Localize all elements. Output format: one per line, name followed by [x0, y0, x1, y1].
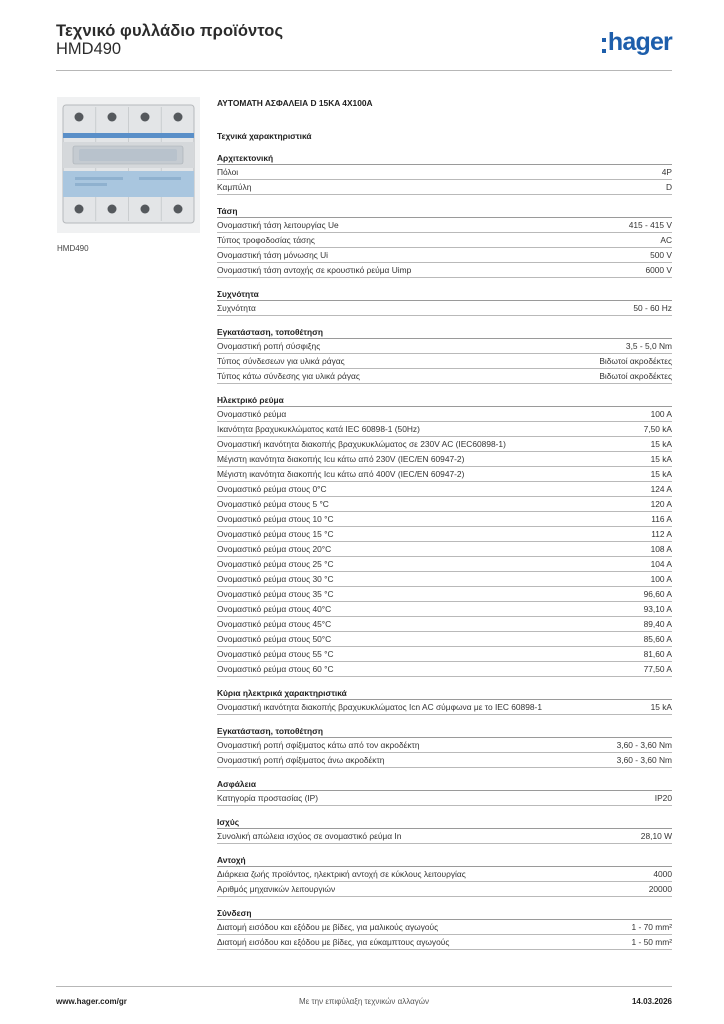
- hager-logo: [602, 29, 672, 55]
- spec-row: [217, 882, 672, 897]
- spec-group: [217, 205, 672, 278]
- spec-value: 1 - 70 mm²: [631, 922, 672, 932]
- document-title: Τεχνικό φυλλάδιο προϊόντος: [56, 22, 284, 40]
- spec-row: [217, 218, 672, 233]
- spec-group: [217, 854, 672, 897]
- spec-groups: [217, 152, 672, 950]
- spec-value: 3,60 - 3,60 Nm: [616, 755, 672, 765]
- spec-row: [217, 339, 672, 354]
- spec-label: Μέγιστη ικανότητα διακοπής Icu κάτω από 230V (IEC/EN 60947-2): [217, 454, 465, 464]
- spec-value: 112 A: [651, 529, 672, 539]
- spec-row: [217, 647, 672, 662]
- spec-label: Ονομαστική τάση μόνωσης Ui: [217, 250, 329, 260]
- section-heading: Τεχνικά χαρακτηριστικά: [217, 131, 312, 141]
- spec-row: [217, 512, 672, 527]
- spec-group-title: Εγκατάσταση, τοποθέτηση: [217, 725, 672, 738]
- page-footer: [56, 986, 672, 1011]
- spec-value: 108 A: [650, 544, 672, 554]
- spec-label: Συχνότητα: [217, 303, 256, 313]
- spec-row: [217, 354, 672, 369]
- spec-group: [217, 687, 672, 715]
- spec-row: [217, 617, 672, 632]
- spec-value: 77,50 A: [643, 664, 672, 674]
- spec-label: Συνολική απώλεια ισχύος σε ονομαστικό ρεύμα In: [217, 831, 402, 841]
- spec-row: [217, 753, 672, 768]
- spec-row: [217, 572, 672, 587]
- spec-row: [217, 527, 672, 542]
- spec-row: [217, 738, 672, 753]
- spec-label: Μέγιστη ικανότητα διακοπής Icu κάτω από 400V (IEC/EN 60947-2): [217, 469, 465, 479]
- spec-row: [217, 542, 672, 557]
- spec-value: 15 kA: [650, 454, 672, 464]
- spec-row: [217, 829, 672, 844]
- spec-value: 124 A: [650, 484, 672, 494]
- spec-value: 28,10 W: [640, 831, 672, 841]
- spec-value: 120 A: [650, 499, 672, 509]
- spec-row: [217, 180, 672, 195]
- spec-value: 100 A: [650, 409, 672, 419]
- spec-label: Αριθμός μηχανικών λειτουργιών: [217, 884, 336, 894]
- spec-group-title: Ισχύς: [217, 816, 672, 829]
- spec-label: Διατομή εισόδου και εξόδου με βίδες, για εύκαμπτους αγωγούς: [217, 937, 450, 947]
- spec-value: 50 - 60 Hz: [633, 303, 672, 313]
- spec-label: Κατηγορία προστασίας (IP): [217, 793, 319, 803]
- logo-colon-mark: [602, 38, 606, 53]
- spec-label: Ονομαστικό ρεύμα στους 60 °C: [217, 664, 334, 674]
- spec-value: 89,40 A: [643, 619, 672, 629]
- spec-row: [217, 263, 672, 278]
- spec-label: Ονομαστικό ρεύμα στους 50°C: [217, 634, 332, 644]
- spec-group: [217, 394, 672, 677]
- spec-value: Βιδωτοί ακροδέκτες: [599, 356, 672, 366]
- spec-label: Ονομαστική ροπή σφίξιματος άνω ακροδέκτη: [217, 755, 385, 765]
- spec-row: [217, 422, 672, 437]
- spec-group: [217, 326, 672, 384]
- spec-value: 81,60 A: [643, 649, 672, 659]
- spec-group: [217, 907, 672, 950]
- spec-group-title: Αρχιτεκτονική: [217, 152, 672, 165]
- spec-row: [217, 587, 672, 602]
- spec-label: Ονομαστικό ρεύμα στους 35 °C: [217, 589, 334, 599]
- spec-group-title: Αντοχή: [217, 854, 672, 867]
- footer-date: 14.03.2026: [631, 997, 672, 1006]
- spec-label: Ονομαστικό ρεύμα στους 55 °C: [217, 649, 334, 659]
- product-image-caption: HMD490: [57, 244, 89, 253]
- spec-value: 15 kA: [650, 469, 672, 479]
- spec-group-title: Συχνότητα: [217, 288, 672, 301]
- spec-label: Τύπος κάτω σύνδεσης για υλικά ράγας: [217, 371, 360, 381]
- spec-value: 85,60 A: [643, 634, 672, 644]
- spec-value: 3,5 - 5,0 Nm: [625, 341, 672, 351]
- spec-value: 4P: [661, 167, 672, 177]
- spec-value: IP20: [654, 793, 672, 803]
- spec-value: 500 V: [650, 250, 672, 260]
- spec-row: [217, 920, 672, 935]
- spec-label: Καμπύλη: [217, 182, 252, 192]
- spec-row: [217, 233, 672, 248]
- spec-row: [217, 867, 672, 882]
- spec-value: 15 kA: [650, 702, 672, 712]
- spec-label: Ονομαστικό ρεύμα στους 10 °C: [217, 514, 334, 524]
- product-image: [57, 97, 200, 233]
- spec-label: Ονομαστική τάση αντοχής σε κρουστικό ρεύμα Uimp: [217, 265, 412, 275]
- spec-label: Ονομαστικό ρεύμα στους 45°C: [217, 619, 332, 629]
- spec-value: 104 A: [650, 559, 672, 569]
- spec-row: [217, 165, 672, 180]
- spec-label: Ονομαστική ροπή σφίξιματος κάτω από τον ακροδέκτη: [217, 740, 420, 750]
- footer-note: Με την επιφύλαξη τεχνικών αλλαγών: [299, 997, 429, 1006]
- spec-label: Τύπος τροφοδοσίας τάσης: [217, 235, 315, 245]
- spec-group-title: Εγκατάσταση, τοποθέτηση: [217, 326, 672, 339]
- spec-row: [217, 662, 672, 677]
- spec-label: Τύπος σύνδεσεων για υλικά ράγας: [217, 356, 345, 366]
- spec-label: Ονομαστικό ρεύμα στους 30 °C: [217, 574, 334, 584]
- spec-label: Πόλοι: [217, 167, 239, 177]
- footer-website: www.hager.com/gr: [56, 997, 127, 1006]
- spec-label: Ονομαστική ικανότητα διακοπής βραχυκυκλώματος σε 230V AC (IEC60898-1): [217, 439, 506, 449]
- spec-row: [217, 791, 672, 806]
- spec-row: [217, 437, 672, 452]
- spec-value: 4000: [653, 869, 672, 879]
- spec-row: [217, 248, 672, 263]
- spec-row: [217, 700, 672, 715]
- spec-group: [217, 152, 672, 195]
- spec-value: AC: [660, 235, 672, 245]
- spec-label: Ονομαστικό ρεύμα στους 40°C: [217, 604, 332, 614]
- spec-group: [217, 778, 672, 806]
- spec-value: 20000: [648, 884, 672, 894]
- spec-row: [217, 632, 672, 647]
- page-header: [56, 20, 672, 71]
- spec-group: [217, 816, 672, 844]
- spec-value: 7,50 kA: [643, 424, 672, 434]
- document-subtitle: HMD490: [56, 40, 122, 58]
- spec-label: Ονομαστικό ρεύμα: [217, 409, 287, 419]
- spec-value: 96,60 A: [643, 589, 672, 599]
- spec-label: Διάρκεια ζωής προϊόντος, ηλεκτρική αντοχή σε κύκλους λειτουργίας: [217, 869, 466, 879]
- spec-value: 93,10 A: [643, 604, 672, 614]
- product-name: ΑΥΤΟΜΑΤΗ ΑΣΦΑΛΕΙΑ D 15KA 4X100A: [217, 98, 373, 108]
- spec-value: 100 A: [650, 574, 672, 584]
- spec-value: 6000 V: [645, 265, 672, 275]
- spec-row: [217, 602, 672, 617]
- spec-label: Ικανότητα βραχυκυκλώματος κατά IEC 60898-1 (50Hz): [217, 424, 420, 434]
- spec-value: D: [665, 182, 672, 192]
- spec-row: [217, 369, 672, 384]
- spec-group: [217, 725, 672, 768]
- spec-value: 15 kA: [650, 439, 672, 449]
- spec-label: Ονομαστικό ρεύμα στους 25 °C: [217, 559, 334, 569]
- spec-row: [217, 497, 672, 512]
- spec-value: Βιδωτοί ακροδέκτες: [599, 371, 672, 381]
- spec-row: [217, 301, 672, 316]
- spec-value: 3,60 - 3,60 Nm: [616, 740, 672, 750]
- spec-label: Ονομαστικό ρεύμα στους 5 °C: [217, 499, 329, 509]
- spec-label: Διατομή εισόδου και εξόδου με βίδες, για μαλικούς αγωγούς: [217, 922, 439, 932]
- spec-label: Ονομαστική ροπή σύσφιξης: [217, 341, 321, 351]
- spec-label: Ονομαστική ικανότητα διακοπής βραχυκυκλώματος Icn AC σύμφωνα με το IEC 60898-1: [217, 702, 542, 712]
- spec-row: [217, 452, 672, 467]
- spec-value: 415 - 415 V: [628, 220, 672, 230]
- spec-group-title: Κύρια ηλεκτρικά χαρακτηριστικά: [217, 687, 672, 700]
- logo-text: hager: [607, 28, 672, 56]
- spec-row: [217, 467, 672, 482]
- spec-label: Ονομαστικό ρεύμα στους 0°C: [217, 484, 327, 494]
- specifications: [217, 96, 672, 950]
- spec-row: [217, 482, 672, 497]
- spec-label: Ονομαστική τάση λειτουργίας Ue: [217, 220, 339, 230]
- spec-group-title: Ηλεκτρικό ρεύμα: [217, 394, 672, 407]
- spec-row: [217, 557, 672, 572]
- spec-row: [217, 935, 672, 950]
- spec-group-title: Σύνδεση: [217, 907, 672, 920]
- spec-label: Ονομαστικό ρεύμα στους 15 °C: [217, 529, 334, 539]
- spec-value: 1 - 50 mm²: [631, 937, 672, 947]
- spec-row: [217, 407, 672, 422]
- spec-group: [217, 288, 672, 316]
- spec-group-title: Ασφάλεια: [217, 778, 672, 791]
- spec-label: Ονομαστικό ρεύμα στους 20°C: [217, 544, 332, 554]
- spec-value: 116 A: [651, 514, 672, 524]
- spec-group-title: Τάση: [217, 205, 672, 218]
